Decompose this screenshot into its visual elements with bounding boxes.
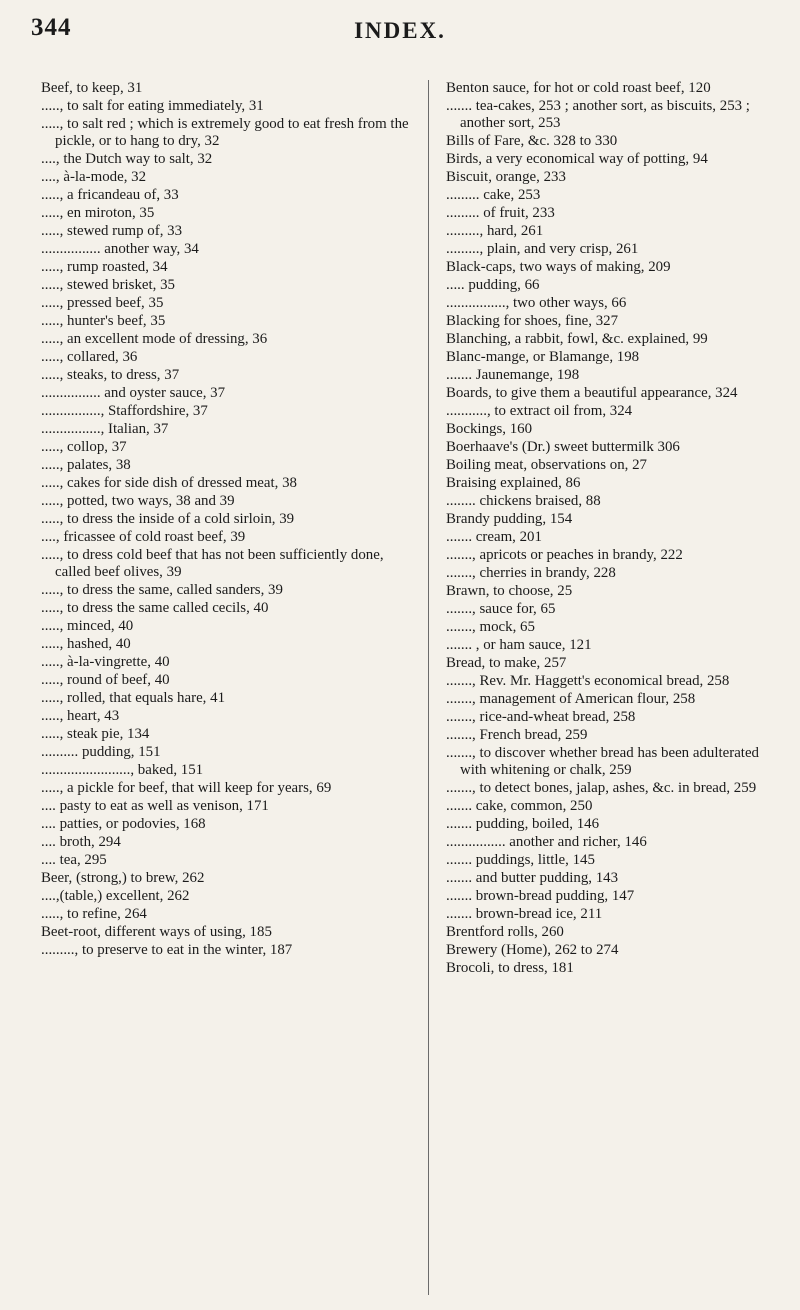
index-entry: ......., Rev. Mr. Haggett's economical bread, 258 [446,673,730,690]
index-entry: ....... cake, common, 250 [446,798,593,815]
index-entry: Blanc-mange, or Blamange, 198 [446,349,640,366]
index-entry: ....., to dress the same, called sanders, 39 [41,582,283,599]
index-entry: Brentford rolls, 260 [446,924,564,941]
index-entry: ...., the Dutch way to salt, 32 [41,151,213,168]
index-entry: Braising explained, 86 [446,475,581,492]
index-entry: ....... Jaunemange, 198 [446,367,580,384]
index-entry: ....., stewed brisket, 35 [41,277,175,294]
index-entry: .... broth, 294 [41,834,121,851]
index-entry: ....., potted, two ways, 38 and 39 [41,493,235,510]
index-entry: ..... pudding, 66 [446,277,540,294]
index-entry: ................ another way, 34 [41,241,199,258]
index-entry: ....., rolled, that equals hare, 41 [41,690,226,707]
index-entry: ......., apricots or peaches in brandy, 222 [446,547,683,564]
index-entry: Brocoli, to dress, 181 [446,960,574,977]
index-entry: ....... tea-cakes, 253 ; another sort, as biscuits, 253 ; another sort, 253 [446,98,750,132]
index-entry: ....... pudding, boiled, 146 [446,816,600,833]
index-entry: ....., hunter's beef, 35 [41,313,166,330]
index-entry: Bread, to make, 257 [446,655,567,672]
index-entry: ....., to dress the same called cecils, 40 [41,600,269,617]
index-entry: ....., heart, 43 [41,708,120,725]
index-entry: ........., hard, 261 [446,223,544,240]
index-entry: ......., to detect bones, jalap, ashes, &c. in bread, 259 [446,780,757,797]
index-column-right [446,80,773,978]
index-entry: ......., mock, 65 [446,619,535,636]
index-entry: Blacking for shoes, fine, 327 [446,313,619,330]
index-entry: ....., minced, 40 [41,618,134,635]
index-entry: Boards, to give them a beautiful appearance, 324 [446,385,738,402]
page-number: 344 [31,14,72,41]
index-entry: ......., sauce for, 65 [446,601,556,618]
index-entry: ......., cherries in brandy, 228 [446,565,616,582]
index-entry: Birds, a very economical way of potting, 94 [446,151,708,168]
index-entry: ................, Italian, 37 [41,421,169,438]
page-title: INDEX. [354,18,446,43]
index-entry: Brandy pudding, 154 [446,511,573,528]
index-entry: Benton sauce, for hot or cold roast beef, 120 [446,80,711,96]
index-entry: ....... , or ham sauce, 121 [446,637,592,654]
index-entry: ......., French bread, 259 [446,727,588,744]
index-entry: Bills of Fare, &c. 328 to 330 [446,133,618,150]
index-entry: ....., collop, 37 [41,439,127,456]
index-entry: ......., management of American flour, 258 [446,691,696,708]
index-entry: ......., to discover whether bread has been adulterated with whitening or chalk, 259 [446,745,759,779]
index-entry: Boiling meat, observations on, 27 [446,457,648,474]
index-entry: .... patties, or podovies, 168 [41,816,206,833]
index-entry: ....... puddings, little, 145 [446,852,595,869]
index-entry: ....... brown-bread ice, 211 [446,906,603,923]
index-entry: ....., to refine, 264 [41,906,147,923]
index-entry: ........................, baked, 151 [41,762,204,779]
index-entry: ....., to dress the inside of a cold sirloin, 39 [41,511,295,528]
index-entry: ...., à-la-mode, 32 [41,169,147,186]
index-entry: ....., steaks, to dress, 37 [41,367,180,384]
index-entry: Brewery (Home), 262 to 274 [446,942,619,959]
index-entry: ....., to salt red ; which is extremely good to eat fresh from the pickle, or to hang to dry, 32 [41,116,409,150]
index-entry: ......... cake, 253 [446,187,541,204]
index-entry: ....., to salt for eating immediately, 31 [41,98,264,114]
index-entry: ................, two other ways, 66 [446,295,627,312]
index-entry: ....,(table,) excellent, 262 [41,888,190,905]
index-entry: ................ another and richer, 146 [446,834,647,851]
index-entry: ....., rump roasted, 34 [41,259,168,276]
index-entry: ....... cream, 201 [446,529,542,546]
index-entry: ....., a fricandeau of, 33 [41,187,179,204]
index-entry: ......., rice-and-wheat bread, 258 [446,709,636,726]
index-entry: ....... brown-bread pudding, 147 [446,888,635,905]
index-entry: ........., to preserve to eat in the winter, 187 [41,942,293,959]
index-entry: ....., round of beef, 40 [41,672,170,689]
column-divider [428,80,429,1295]
index-entry: ....., à-la-vingrette, 40 [41,654,170,671]
index-entry: ...., fricassee of cold roast beef, 39 [41,529,246,546]
index-entry: Blanching, a rabbit, fowl, &c. explained, 99 [446,331,708,348]
index-entry: ....., en miroton, 35 [41,205,155,222]
index-entry: Beef, to keep, 31 [41,80,143,96]
index-entry: ....., an excellent mode of dressing, 36 [41,331,268,348]
index-entry: Biscuit, orange, 233 [446,169,566,186]
index-entry: ................ and oyster sauce, 37 [41,385,226,402]
index-entry: ....., steak pie, 134 [41,726,150,743]
index-entry: Beer, (strong,) to brew, 262 [41,870,205,887]
index-entry: ....., a pickle for beef, that will keep for years, 69 [41,780,332,797]
index-entry: ......... of fruit, 233 [446,205,555,222]
index-entry: .......... pudding, 151 [41,744,161,761]
index-entry: .... pasty to eat as well as venison, 171 [41,798,269,815]
index-entry: Black-caps, two ways of making, 209 [446,259,671,276]
index-entry: ....., pressed beef, 35 [41,295,164,312]
index-entry: ....., cakes for side dish of dressed meat, 38 [41,475,297,492]
index-column-left [41,80,421,960]
index-entry: ....., stewed rump of, 33 [41,223,183,240]
index-entry: Boerhaave's (Dr.) sweet buttermilk 306 [446,439,680,456]
index-entry: ....., to dress cold beef that has not been sufficiently done, called beef olives, 39 [41,547,384,581]
index-entry: ........ chickens braised, 88 [446,493,601,510]
index-entry: ........., plain, and very crisp, 261 [446,241,639,258]
index-entry: ..........., to extract oil from, 324 [446,403,633,420]
index-entry: .... tea, 295 [41,852,107,869]
index-entry: ....., collared, 36 [41,349,138,366]
index-entry: Brawn, to choose, 25 [446,583,573,600]
index-entry: ....., hashed, 40 [41,636,131,653]
index-entry: ....... and butter pudding, 143 [446,870,619,887]
index-entry: Beet-root, different ways of using, 185 [41,924,272,941]
index-entry: Bockings, 160 [446,421,533,438]
index-entry: ....., palates, 38 [41,457,131,474]
index-entry: ................, Staffordshire, 37 [41,403,208,420]
